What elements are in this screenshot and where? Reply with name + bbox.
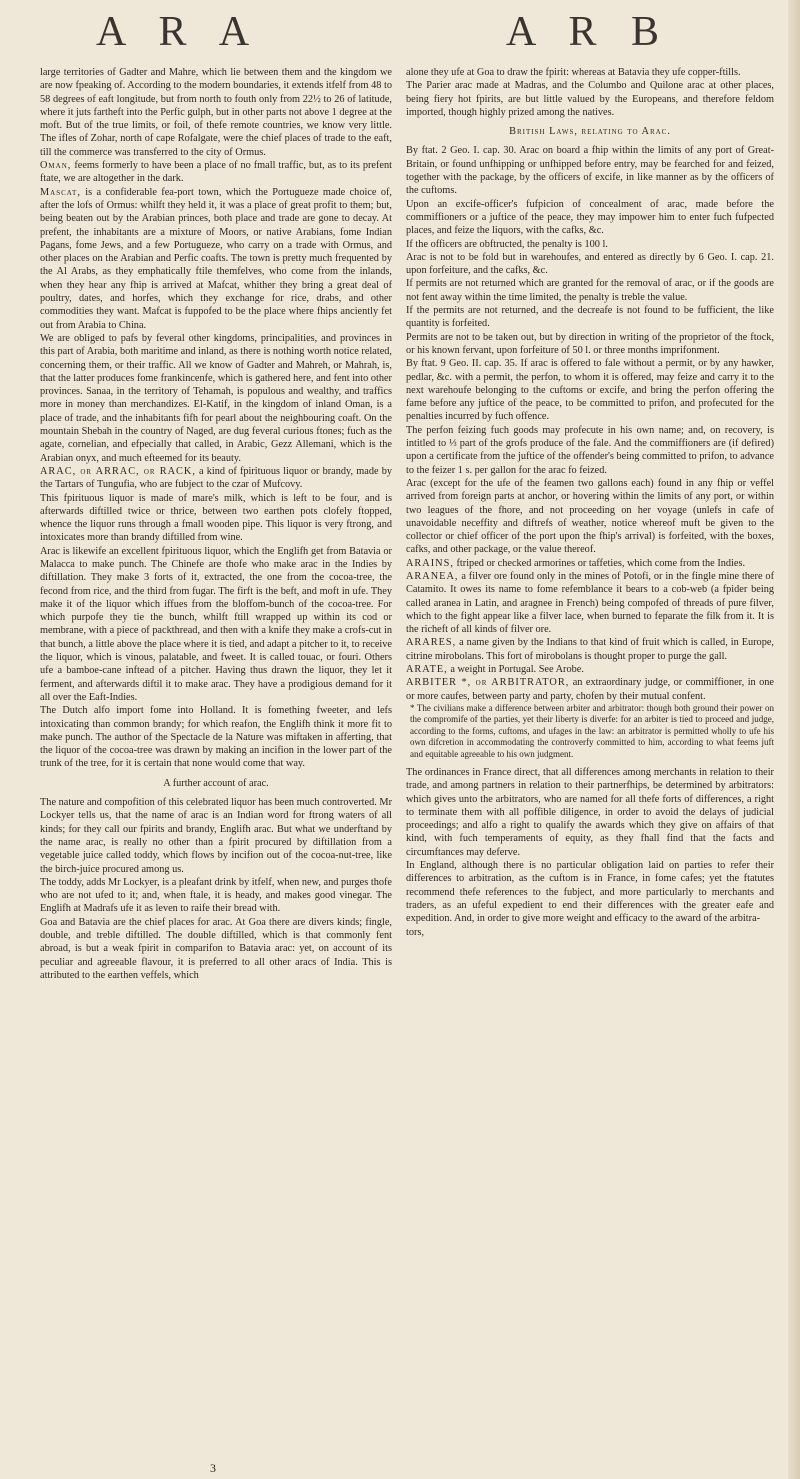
paragraph: The Dutch alfo import fome into Holland. It is fomething fweeter, and lefs intoxicating than common brandy; for which reafon, the Englifh think it more fit to make punch. The author of the Spectacle de la Nature was miftaken in afferting, that the liquor of the cocoa-tree was drawn by making an incifion in the lower part of the trunk of the tree, for it is certain that none would come that way. — [40, 705, 392, 770]
dictionary-entry — [406, 663, 774, 676]
paragraph: This fpirituous liquor is made of mare's milk, which is left to be four, and is afterwards diftilled twice or thrice, between two earthen pots clofely ftopped, whence the liquor runs through a fmall wooden pipe. This liquor is very ftrong, and intoxicates more than brandy diftilled from wine. — [40, 492, 392, 544]
entry-headword: ARATE, — [406, 664, 448, 676]
entry-text: is a confiderable fea-port town, which the Portugueze made choice of, after the lofs of Ormus: whilft they held it, it was a place of great profit to them; but, being beaten out by the Arabian princes, both place and trade are gone to decay. At prefent, the inhabitants are a mixture of Moors, or native Arabians, fome Indian Pagans, fome Jews, and a few Portugueze, who carry on a trade with Ormus, and other places on the Arabian and Perfic coafts. The town is pretty much frequented by the Al Arabs, as they emphatically ftile themfelves, who come from the inlands, when they hear any fhip is arrived at Mafcat, whither they bring a great deal of poultry, dates, and horfes, which they exchange for rice, drabs, and other commodities they want. Mafcat is fuppofed to be the place where fhips anciently fet out from Arabia to China. — [40, 186, 392, 331]
dictionary-entry — [406, 636, 774, 663]
paragraph: By ftat. 9 Geo. II. cap. 35. If arac is offered to fale without a permit, or by any hawker, pedlar, &c. with a permit, the perfon, to whom it is offered, may feize and carry it to the next warehoufe belonging to the cuftoms or excife, and bring the perfon offering the fame before any juftice of the peace, to be committed to prifon, and profecuted for the penalties incurred by fuch offence. — [406, 358, 774, 423]
page-number: 3 — [210, 1461, 216, 1475]
left-column — [40, 66, 392, 982]
paragraph: Arac is not to be fold but in warehoufes, and entered as directly by 6 Geo. I. cap. 21. upon forfeiture, and the cafks, &c. — [406, 251, 774, 277]
paragraph: The Parier arac made at Madras, and the Columbo and Quilone arac at other places, being fiery hot fpirits, are but little valued by the Europeans, and therefore feldom imported, though highly prized among the natives. — [406, 80, 774, 118]
paragraph: If the officers are obftructed, the penalty is 100 l. — [406, 238, 608, 250]
entry-text: a weight in Portugal. See Arobe. — [447, 664, 584, 676]
dictionary-entry — [406, 676, 774, 703]
running-header-right: A R B — [506, 9, 672, 55]
paragraph: We are obliged to pafs by feveral other kingdoms, principalities, and provinces in this part of Arabia, both maritime and inland, as there is nothing worth notice related, concerning them, or their traffic. All we know of Gadter and Mahreh, or Mahrah, is, that the latter produces fome frankincenfe, which is gathered here, and fent into other provinces. Sanaa, in the territory of Tehamah, is populous and wealthy, and traffics more in money than merchandizes. El-Katif, in the kingdom of inland Oman, is a place of trade, and the inhabitants fifh for pearl about the neighbouring coaft. On the mountain Shebah in the country of Naged, are dug feveral curious ftones; fuch as the agate, cornelian, and efpecially that called, in Arabic, Gezz Allemani, which is the Arabian onyx, and much efteemed for its beauty. — [40, 332, 392, 464]
entry-text: ftriped or checked armorines or taffeties, which come from the Indies. — [453, 557, 746, 569]
dictionary-entry — [40, 186, 392, 332]
entry-text: a name given by the Indians to that kind of fruit which is called, in Europe, citrine mirobolans. This fort of mirobolans is thought proper to purge the gall. — [406, 637, 774, 662]
paragraph: Permits are not to be taken out, but by direction in writing of the proprietor of the ftock, or his known fervant, upon forfeiture of 50 l. or three months imprifonment. — [406, 331, 774, 356]
paragraph: Arac is likewife an excellent fpirituous liquor, which the Englifh get from Batavia or Malacca to make punch. The Chinefe are thofe who make arac in the Indies by diftillation. They make 3 forts of it, extracted, the one from the cocoa-tree, the fecond from rice, and the third from fugar. The firft is the beft, and moft in ufe. They make it of the liquor which iffues from the bloffom-bunch of the cocoa-tree. For which purpofe they tie the bunch, whilft ftill wrapped up within its cod or membrane, with a piece of packthread, and then with a knife they make a crofs-cut in that bunch, a little above the place where it is tied, and adapt a pitcher to it, to receive the liquor, which is vinous, palatable, and fweet. It is called touac, or fouri. Others ufe a bamboe-cane inftead of a pitcher. Having thus drawn the liquor, they let it ferment, and afterwards diftil it to make arac. They have a prodigious demand for it all over the Eaft-Indies. — [40, 545, 392, 703]
footnote: * The civilians make a difference between arbiter and arbitrator: though both ground their power on the compromife of the parties, yet their liberty is diverfe: for an arbiter is tied to proceed and judge, according to the forms, cuftoms, and ufages in the law: an arbitrator is permitted wholly to ufe his own difcretion in accommodating the controverfy committed to him, according to what feems juft and equitable agreeable to his own judgment. — [410, 702, 774, 759]
entry-text: an extraordinary judge, or commiffioner, in one or more caufes, between party and party, chofen by their mutual confent. — [406, 677, 775, 702]
entry-headword: ARANEA, — [406, 570, 459, 582]
entry-headword: ARBITER *, or ARBITRATOR, — [406, 677, 570, 689]
paragraph: Upon an excife-officer's fufpicion of concealment of arac, made before the commiffioners or a juftice of the peace, they may impower him to enter fuch fufpected places, and feize the liquors, with the cafks, &c. — [406, 198, 774, 237]
paragraph: Goa and Batavia are the chief places for arac. At Goa there are divers kinds; fingle, double, and treble diftilled. The double diftilled, which is that commonly fent abroad, is but a weak fpirit in comparifon to Batavia arac: yet, on account of its peculiar and agreeable flavour, it is preferred to all other aracs of India. This is attributed to the earthen veffels, which — [40, 916, 392, 981]
dictionary-entry — [40, 159, 392, 186]
paragraph: The toddy, adds Mr Lockyer, is a pleafant drink by itfelf, when new, and purges thofe who are not ufed to it; and, when ftale, it is heady, and makes good vinegar. The Englifh at Madrafs ufe it as leven to raife their bread with. — [40, 876, 392, 915]
dictionary-entry — [406, 557, 774, 570]
paragraph: In England, although there is no particular obligation laid on parties to refer their differences to arbitration, as the cuftom is in France, in fome cafes; yet the ftatutes recommend thefe references to the fubject, and more particularly to merchants and traders, as an ufeful expedient to end their differences with the greater eafe and expedition. And, in order to give more weight and efficacy to the award of the arbitra- — [406, 860, 774, 925]
right-column — [406, 66, 774, 939]
paragraph: The perfon feizing fuch goods may profecute in his own name; and, on recovery, is intitled to ⅓ part of the grofs produce of the fale. And the commiffioners are (if defired) upon a certificate from the juftice of the offender's being committed to prifon, to advance to the feizer 1 s. per gallon for the arac fo feized. — [406, 424, 774, 476]
paragraph: large territories of Gadter and Mahre, which lie between them and the kingdom we are now fpeaking of. According to the modern boundaries, it extends itfelf from 48 to 58 degrees of eaft longitude, but from north to fouth only from 22½ to 26 of latitude, where it juts fartheft into the Perfic gulph, but in other parts not above 1 degree at the moft. But of the true limits, or foil, of thefe remote countries, we know very little. The ifles of Zohar, north of cape Rofalgate, were the chief places of trade to the eaft, till the commerce was transferred to the city of Ormus. — [40, 67, 392, 158]
section-heading: British Laws, relating to Arac. — [509, 126, 671, 138]
paragraph: alone they ufe at Goa to draw the fpirit: whereas at Batavia they ufe copper-ftills. — [406, 67, 741, 78]
entry-headword: ARAINS, — [406, 557, 454, 569]
entry-text: a filver ore found only in the mines of Potofi, or in the fingle mine there of Catamito. It owes its name to fome refemblance it bears to a cob-web (a fpider being called aranea in Latin, and aragnee in French) being compofed of threads of pure filver, which to the fight appear like a filver lace, when burned to feparate the filk from it. It is the richeft of all kinds of filver ore. — [406, 570, 774, 636]
entry-headword: ARAC, or ARRAC, or RACK, — [40, 465, 196, 477]
dictionary-entry — [406, 570, 774, 636]
paragraph: By ftat. 2 Geo. I. cap. 30. Arac on board a fhip within the limits of any port of Great-Britain, or found unfhipping or unfhipped before entry, may be fearched for and feized, together with the package, by the officers of excife, in like manner as by the officers of the cuftoms. — [406, 145, 774, 197]
entry-text: a kind of fpirituous liquor or brandy, made by the Tartars of Tungufia, who are fubject to the czar of Mufcovy. — [40, 465, 392, 491]
paragraph: tors, — [406, 926, 425, 938]
entry-headword: ARARES, — [406, 637, 457, 649]
paragraph: Arac (except for the ufe of the feamen two gallons each) found in any fhip or veffel arrived from foreign parts at anchor, or hovering within the limits of any port, or within two leagues of the fhore, and not proceeding on her voyage (unlefs in cafe of unavoidable neceffity and diftrefs of weather, notice whereof muft be given to the collector or chief officer of the port upon the fhip's arrival) is forfeited, with the boxes, cafks, and other package, or the value thereof. — [406, 477, 774, 556]
entry-headword: Mascat, — [40, 186, 81, 198]
paragraph: The ordinances in France direct, that all differences among merchants in relation to their trade, and among partners in relation to their partnerfhips, be determined by arbitrators: which gives unto the arbitrators, who are named for all thefe forts of differences, a right to terminate them with all poffible diligence, in order to avoid the delays of judicial proceedings; and alfo a right to qualify the awards which they give on affairs of that kind, with fuch temperaments of equity, as they fhall find that the facts and circumftances may deferve. — [406, 766, 774, 858]
entry-text: feems formerly to have been a place of no fmall traffic, but, as to its prefent ftate, we are altogether in the dark. — [40, 160, 392, 185]
paragraph: If the permits are not returned, and the decreafe is not found to be fufficient, the like quantity is forfeited. — [406, 305, 774, 330]
dictionary-entry — [40, 465, 392, 492]
paragraph: The nature and compofition of this celebrated liquor has been much controverted. Mr Lockyer tells us, that the name of arac is an Indian word for ftrong waters of all kinds; for they call our fpirits and brandy, Englifh arac. But what we underftand by the name arac, is really no other than a fpirit procured by diftillation from a vegetable juice called toddy, which flows by incifion out of the cocoa-nut-tree, like the birch-juice procured among us. — [40, 797, 392, 875]
paragraph: If permits are not returned which are granted for the removal of arac, or if the goods are not fent away within the time limited, the penalty is treble the value. — [406, 278, 774, 303]
running-header-left: A R A — [96, 9, 262, 55]
entry-headword: Oman, — [40, 160, 72, 172]
page-edge — [788, 0, 800, 1479]
section-heading: A further account of arac. — [163, 777, 269, 789]
